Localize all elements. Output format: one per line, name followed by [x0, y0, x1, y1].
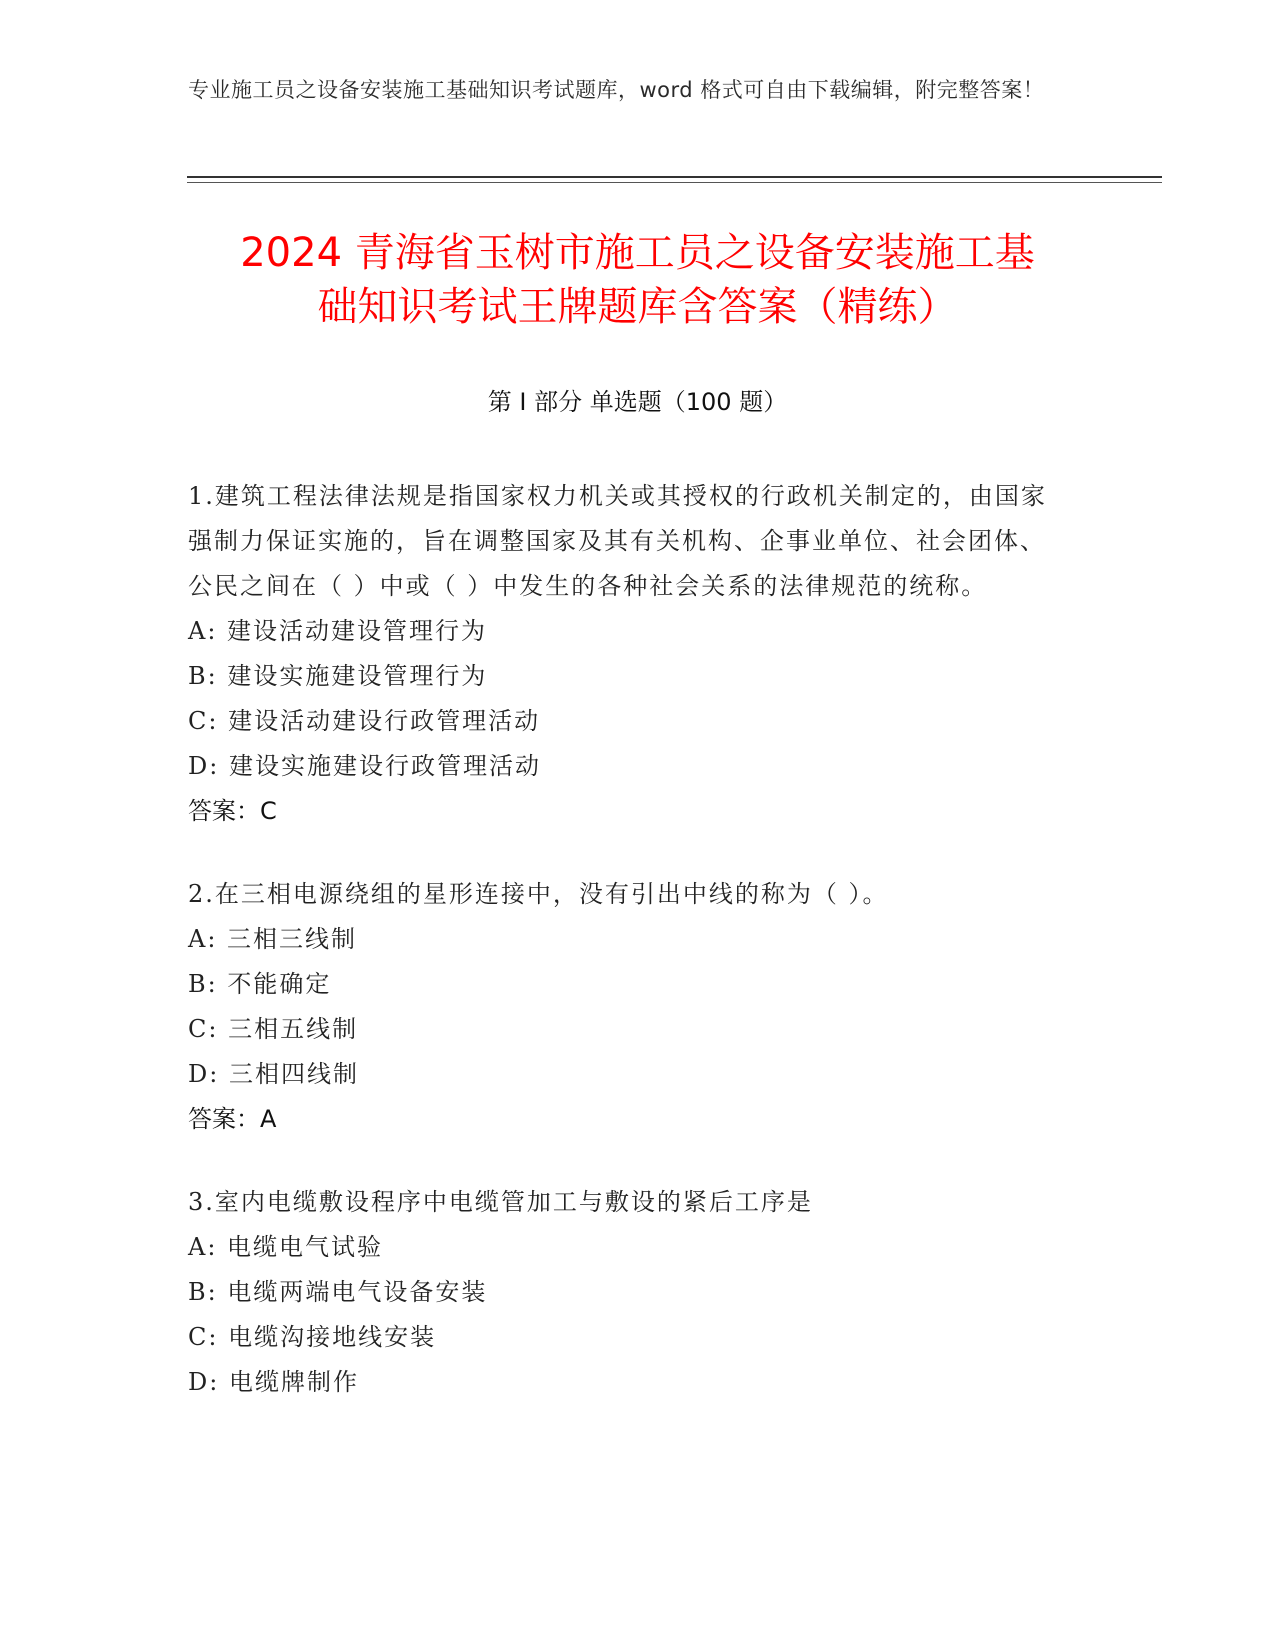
question-list: [188, 474, 1068, 1443]
option-b: B: 建设实施建设管理行为: [188, 662, 488, 690]
option-d: D: 电缆牌制作: [188, 1368, 359, 1396]
header-divider-thick: [187, 176, 1162, 178]
option-c: C: 建设活动建设行政管理活动: [188, 707, 541, 735]
header-note: 专业施工员之设备安装施工基础知识考试题库，word 格式可自由下载编辑，附完整答案！: [188, 78, 1045, 102]
option-c: C: 三相五线制: [188, 1015, 359, 1043]
question-3: [188, 1180, 1068, 1405]
option-b: B: 电缆两端电气设备安装: [188, 1278, 488, 1306]
question-2: [188, 872, 1068, 1142]
document-title-line-2: 础知识考试王牌题库含答案（精练）: [317, 284, 958, 330]
header-divider-thin: [187, 182, 1162, 183]
document-title: [150, 226, 1125, 334]
answer-line: 答案：C: [188, 797, 277, 825]
option-c: C: 电缆沟接地线安装: [188, 1323, 437, 1351]
option-d: D: 建设实施建设行政管理活动: [188, 752, 541, 780]
answer-line: 答案：A: [188, 1105, 277, 1133]
option-a: A: 三相三线制: [188, 925, 358, 953]
question-stem: 3.室内电缆敷设程序中电缆管加工与敷设的紧后工序是: [188, 1188, 813, 1216]
question-stem: 1.建筑工程法律法规是指国家权力机关或其授权的行政机关制定的，由国家强制力保证实施的，旨在调整国家及其有关机构、企事业单位、社会团体、公民之间在（ ）中或（ ）中发生的各种社会关系的法律规范的统称。: [188, 482, 1047, 600]
question-stem: 2.在三相电源绕组的星形连接中，没有引出中线的称为（ ）。: [188, 880, 889, 908]
option-d: D: 三相四线制: [188, 1060, 359, 1088]
section-heading: 第 I 部分 单选题（100 题）: [487, 388, 788, 416]
question-1: [188, 474, 1068, 834]
document-title-line-1: 2024 青海省玉树市施工员之设备安装施工基: [240, 230, 1035, 276]
option-a: A: 建设活动建设管理行为: [188, 617, 488, 645]
option-b: B: 不能确定: [188, 970, 332, 998]
option-a: A: 电缆电气试验: [188, 1233, 384, 1261]
